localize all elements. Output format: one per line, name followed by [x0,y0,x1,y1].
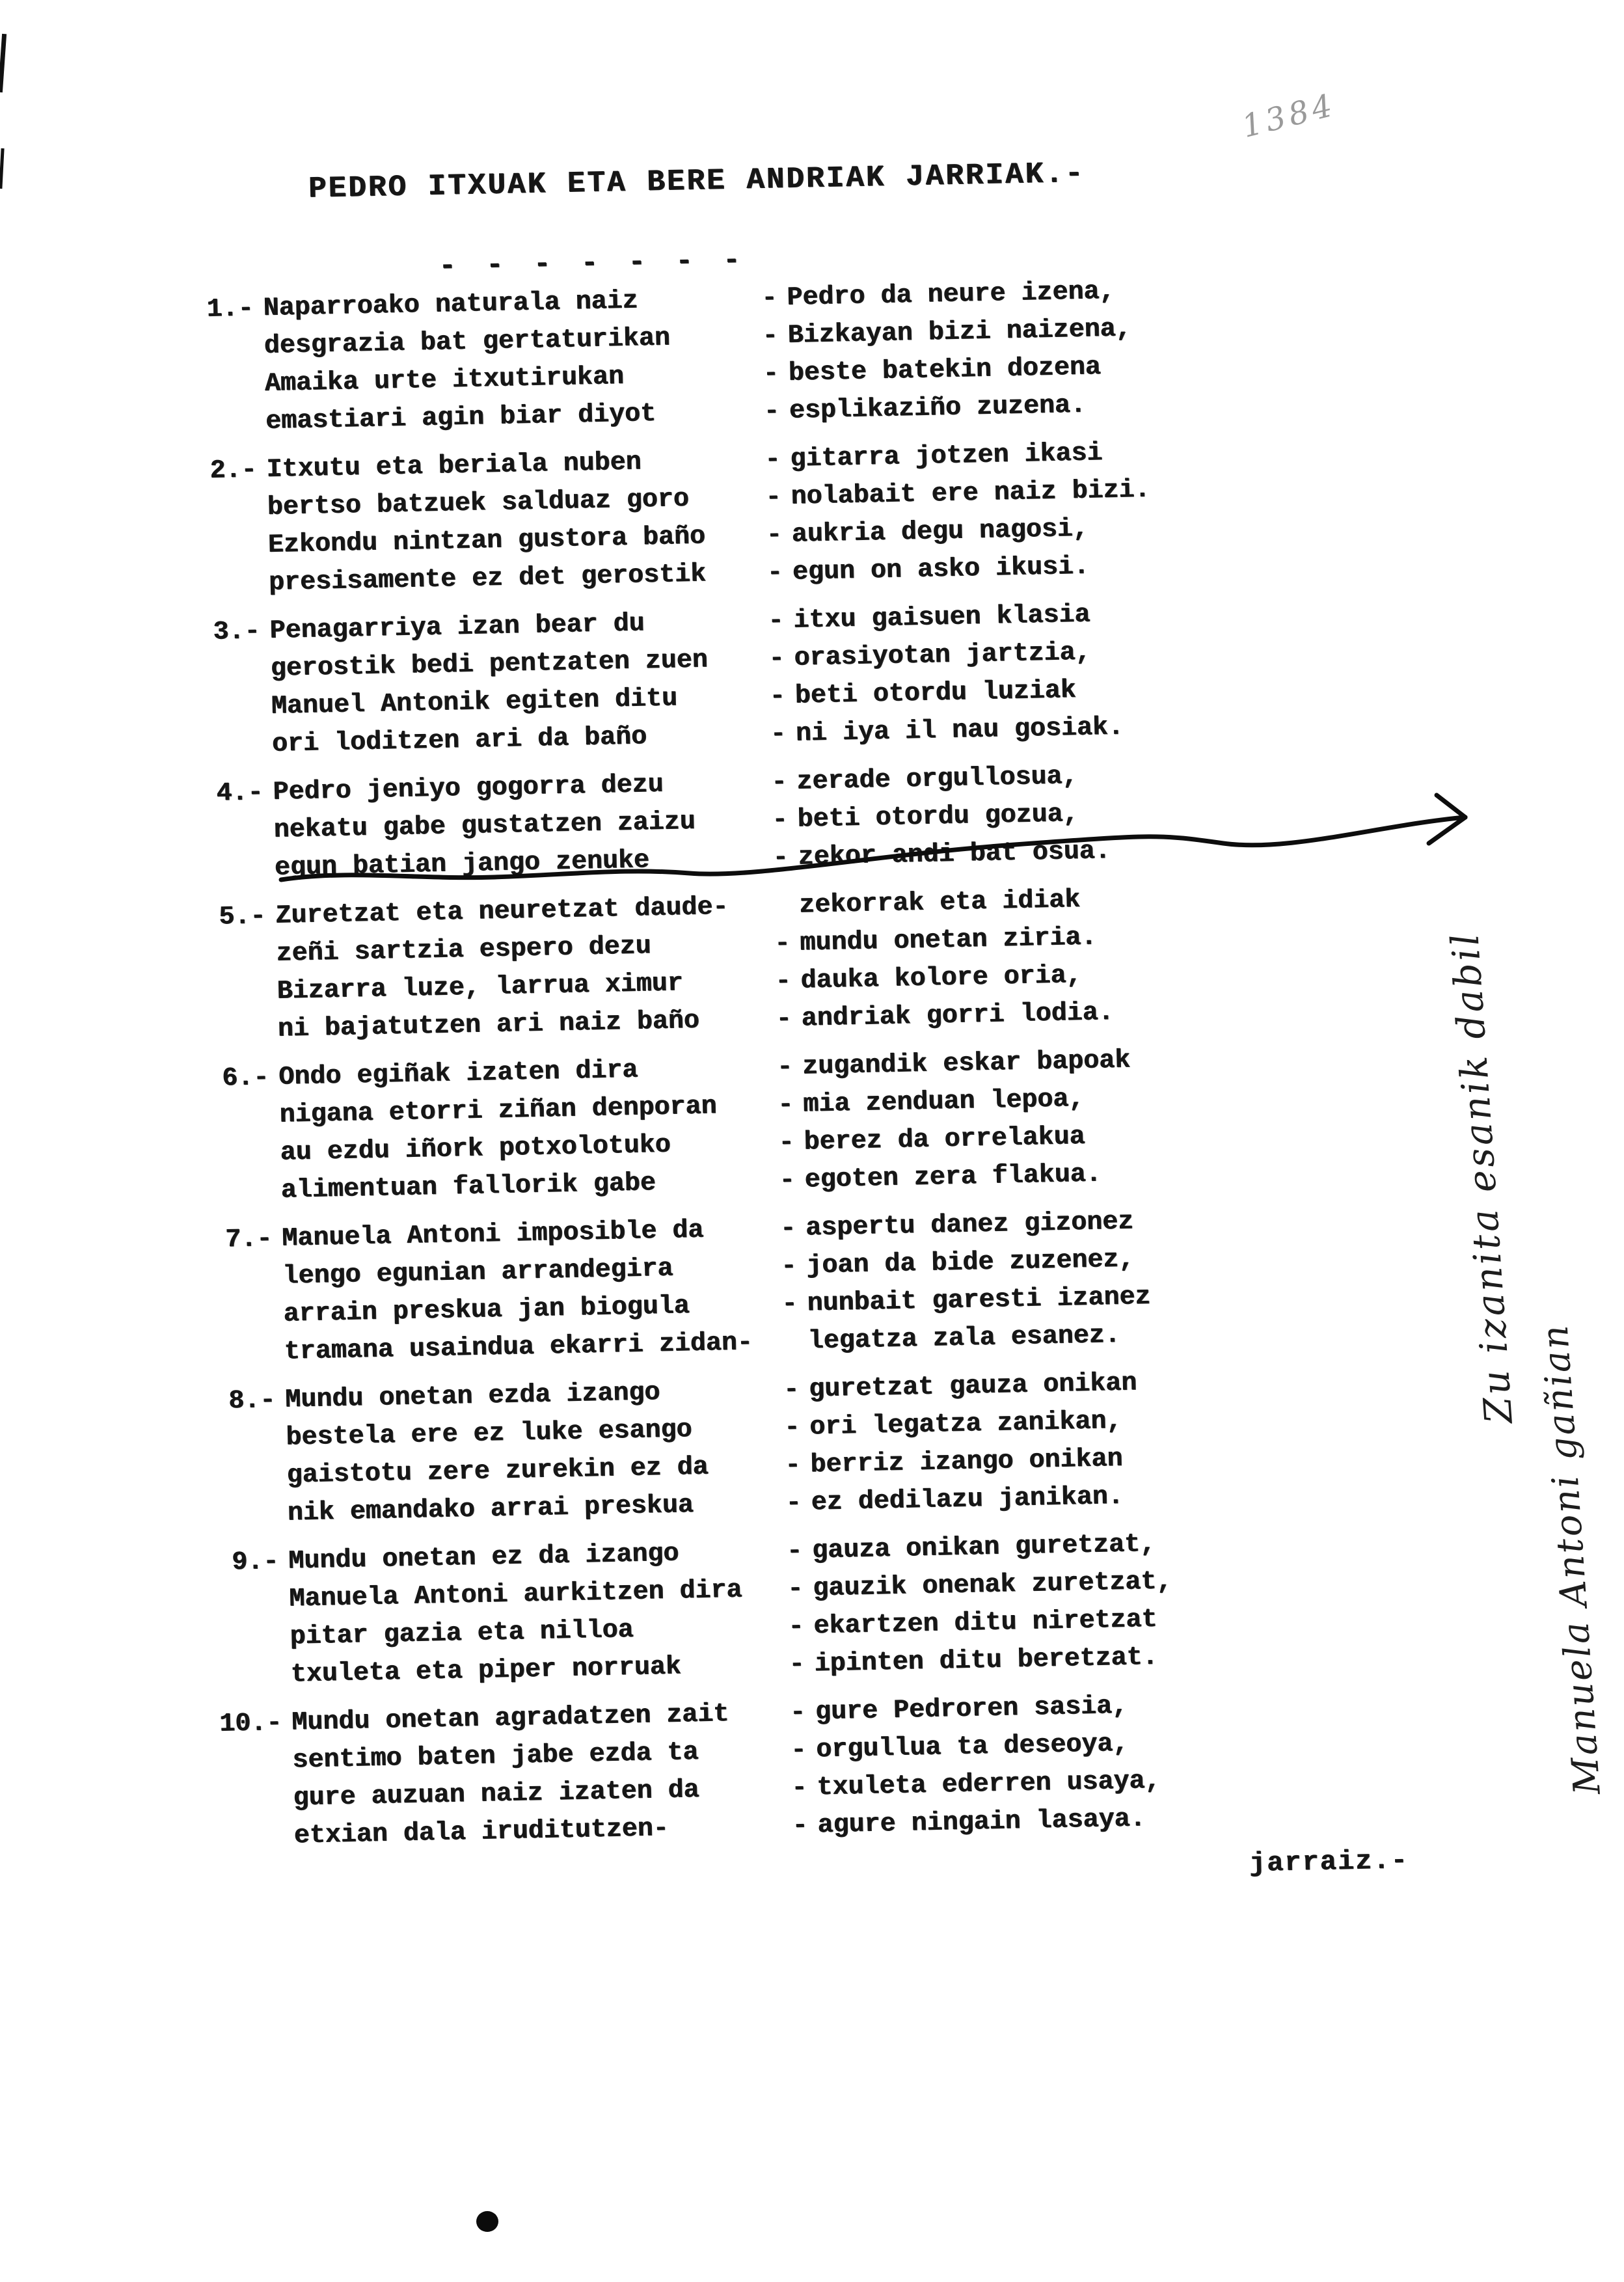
verse-right-text: beti otordu gozua, [796,799,1079,835]
column-separator-dash: - [770,719,787,750]
stanza-number [189,328,254,367]
verse-right-text: zekor andi bat osua. [798,836,1111,873]
column-separator-dash: - [783,1375,800,1406]
verse-right-text: ipinten ditu beretzat. [814,1642,1158,1679]
verse-left-text: txuleta eta piper norruak [290,1652,682,1690]
verse-left-text: Mundu onetan ezda izango [284,1378,660,1415]
verse-left-text: Itxutu eta beriala nuben [266,448,642,485]
stanza-number [209,1334,275,1373]
verse-left-text: Mundu onetan ez da izango [288,1539,679,1577]
stanza-number [193,527,258,566]
page-title: PEDRO ITXUAK ETA BERE ANDRIAK JARRIAK.- [308,156,1085,206]
column-separator-dash: - [762,321,778,351]
verse-left-text: Ezkondu nintzan gustora baño [267,522,706,560]
verse-right-text: ekartzen ditu niretzat [813,1605,1157,1642]
column-separator-dash: - [780,1251,797,1282]
stanza-number [201,936,267,975]
verse-right-text: berriz izango onikan [809,1444,1123,1480]
stanza-number: 3.- [213,617,260,647]
verse-right-text: gauzik onenak zuretzat, [812,1567,1172,1604]
verse-right-text: legatza zala esanez. [807,1320,1120,1357]
verse-left-text: bertso batzuek salduaz goro [267,484,690,523]
stanza-number: 10.- [219,1708,282,1739]
verse-left-text: sentimo baten jabe ezda ta [291,1737,699,1776]
stanza [213,1519,1491,1695]
verse-left-text: Zuretzat eta neuretzat daude- [275,892,729,931]
column-separator-dash: - [766,520,783,550]
stanza-number [217,1743,283,1782]
stanza-number [190,403,256,442]
column-separator-dash: - [770,767,787,798]
verse-right-text: beste batekin dozena [788,353,1102,388]
verse-right-text: zekorrak eta idiak [798,885,1081,921]
column-separator-dash: - [784,1450,801,1481]
verse-left-text: Pedro jeniyo gogorra dezu [272,770,664,808]
column-separator-dash: - [772,843,789,873]
verse-left-text: nekatu gabe gustatzen zaizu [273,807,696,845]
column-separator-dash: - [786,1536,803,1567]
stanza-number [199,850,265,889]
stanza-number [196,688,262,727]
stanza-number: 9.- [231,1547,279,1578]
verse-left-text: tramana usaindua ekarri zidan- [284,1328,753,1367]
verse-right-text: orasiyotan jartzia, [794,638,1091,673]
verse-right-text: agure ningain lasaya. [817,1804,1146,1841]
verse-left-text: Manuela Antoni aurkitzen dira [288,1575,742,1614]
verse-left-text: egun batian jango zenuke [274,846,650,883]
verse-left-text: gaistotu zere zurekin ez da [286,1452,709,1491]
column-separator-dash: - [763,359,779,389]
column-separator-dash: - [787,1574,804,1605]
verse-left-text: gerostik bedi pentzaten zuen [270,645,709,684]
stanza-number [208,1258,273,1297]
stanza-number: 2.- [210,455,257,486]
verse-right-text: ni iya il nau gosiak. [795,713,1124,749]
column-separator-dash: - [771,805,788,835]
stanza-number [218,1780,284,1819]
footer-continuation-note: jarraiz.- [1249,1845,1409,1879]
column-separator-dash: - [778,1128,794,1158]
verse-left-text: Manuela Antoni imposible da [281,1216,704,1254]
verse-right-text: egun on asko ikusi. [792,552,1090,588]
column-separator-dash: - [766,558,783,588]
verse-left-text: nigana etorri ziñan denporan [278,1092,717,1130]
column-separator-dash [789,888,790,925]
handwritten-margin-note-line2: Manuela Antoni gañian [1534,1322,1609,1796]
verse-right-text: nunbait garesti izanez [806,1282,1151,1319]
verse-right-text: andriak gorri lodia. [801,998,1115,1034]
verse-left-text: ori loditzen ari da baño [271,722,647,759]
verse-right-text: orgullua ta deseoya, [815,1729,1129,1765]
stanza-number [211,1458,277,1497]
stanza-number [204,1097,270,1136]
column-separator-dash: - [781,1289,798,1320]
column-separator-dash: - [776,1052,793,1083]
column-separator-dash: - [763,397,780,427]
verse-right-text: nolabait ere naiz bizi. [791,475,1150,512]
stanza [195,589,1472,765]
column-separator-dash: - [787,1612,804,1642]
stanza-number [193,565,259,604]
stanza-list [188,266,1495,1868]
stanza-number [208,1296,274,1335]
column-separator-dash: - [792,1811,808,1841]
stanza-number: 1.- [206,294,254,325]
stanza [207,1197,1485,1373]
column-separator-dash: - [765,482,781,513]
verse-left-text: etxian dala iruditutzen- [293,1813,670,1851]
verse-right-text: txuleta ederren usaya, [816,1766,1161,1803]
column-separator-dash: - [790,1735,807,1766]
verse-left-text: ni bajatutzen ari naiz baño [277,1006,700,1044]
stanza-number [215,1657,281,1696]
column-separator-dash: - [783,1413,800,1443]
stanza-number [198,812,264,851]
column-separator-dash: - [789,1650,805,1680]
verse-left-text: pitar gazia eta nilloa [290,1615,634,1652]
column-separator-dash: - [777,1090,794,1121]
verse-left-text: Manuel Antonik egiten ditu [271,684,678,722]
stanza-number: 4.- [215,778,264,809]
stanza-number [189,366,255,405]
verse-left-text: Ondo egiñak izaten dira [278,1055,638,1093]
verse-left-text: emastiari agin biar diyot [265,399,656,437]
verse-right-text: mundu onetan ziria. [799,923,1097,958]
stanza [188,266,1466,442]
stanza-number [196,726,262,765]
verse-right-text: egoten zera flakua. [804,1160,1102,1195]
column-separator-dash: - [779,1165,796,1196]
handwritten-margin-note-line1: Zu izanita esanik dabil [1442,930,1521,1425]
verse-left-text: bestela ere ez luke esango [285,1415,692,1453]
verse-left-text: au ezdu iñork potxolotuko [280,1130,671,1168]
verse-right-text: aukria degu nagosi, [791,514,1089,550]
verse-right-text: gure Pedroren sasia, [815,1691,1128,1728]
verse-right-text: joan da bide zuzenez, [805,1245,1135,1281]
column-separator-dash: - [791,1773,807,1804]
verse-right-text: zugandik eskar bapoak [802,1046,1131,1082]
verse-right-text: esplikaziño zuzena. [789,390,1087,426]
verse-left-text: arrain preskua jan biogula [283,1292,690,1329]
verse-right-text: Bizkayan bizi naizena, [787,314,1131,351]
title-underline-dashes: - - - - - - - [438,243,747,283]
stanza-number [192,489,258,528]
verse-right-text: berez da orrelakua [803,1122,1085,1158]
column-separator-dash: - [789,1698,806,1728]
verse-right-text: itxu gaisuen klasia [792,600,1090,636]
column-separator-dash: - [769,681,786,712]
stanza-number: 5.- [218,902,266,932]
stanza-number [214,1581,280,1620]
verse-left-text: Bizarra luze, larrua ximur [277,969,684,1007]
stanza [200,874,1478,1050]
pencil-page-number: 1384 [1238,87,1340,145]
verse-right-text: dauka kolore oria, [800,960,1082,996]
verse-right-text: gauza onikan guretzat, [811,1529,1156,1566]
stanza-number: 7.- [224,1224,273,1255]
verse-right-text: beti otordu luziak [794,675,1077,711]
verse-right-text: gitarra jotzen ikasi [789,439,1103,474]
verse-left-text: Mundu onetan agradatzen zait [291,1699,729,1738]
stanza-number [215,1619,280,1658]
verse-left-text: nik emandako arrai preskua [287,1491,694,1528]
verse-right-text: aspertu danez gizonez [805,1207,1134,1243]
column-separator-dash: - [774,929,791,959]
verse-right-text: guretzat gauza onikan [808,1368,1137,1405]
column-separator-dash: - [776,1004,792,1035]
stanza-number [202,1011,268,1050]
stanza-number [211,1420,277,1459]
stanza [198,750,1475,889]
verse-left-text: presisamente ez det gerostik [268,560,707,598]
column-separator-dash: - [767,606,784,636]
stanza-number [195,651,261,690]
verse-left-text: Naparroako naturala naiz [263,286,638,323]
stanza-number [205,1135,271,1174]
verse-right-text: mia zenduan lepoa, [802,1084,1085,1120]
verse-right-text: ez dedilazu janikan. [811,1482,1124,1518]
verse-right-text: ori legatza zanikan, [809,1406,1122,1443]
stanza-number: 6.- [221,1063,269,1094]
verse-left-text: zeñi sartzia espero dezu [275,932,651,969]
column-separator-dash: - [785,1488,802,1519]
stanza-number [219,1818,284,1857]
stanza-number [206,1173,271,1212]
verse-left-text: Penagarriya izan bear du [269,609,645,646]
verse-left-text: lengo egunian arrandegira [282,1254,673,1292]
verse-left-text: Amaika urte itxutirukan [264,362,625,399]
page-bottom-dot [476,2211,498,2232]
stanza-number [212,1495,278,1534]
stanza [191,428,1469,604]
verse-left-text: alimentuan fallorik gabe [280,1169,656,1206]
stanza [204,1035,1482,1212]
column-separator-dash: - [774,966,791,997]
stanza-number: 8.- [228,1385,276,1417]
column-separator-dash: - [768,644,785,674]
verse-left-text: desgrazia bat gertaturikan [264,323,671,361]
stanza [210,1358,1488,1534]
stanza-number [202,973,267,1012]
column-separator-dash: - [761,284,778,314]
verse-left-text: gure auzuan naiz izaten da [293,1775,699,1813]
verse-right-text: Pedro da neure izena, [786,277,1115,313]
verse-right-text: zerade orgullosua, [796,761,1078,797]
column-separator-dash: - [779,1214,796,1244]
column-separator-dash: - [764,444,781,475]
stanza [217,1680,1495,1856]
